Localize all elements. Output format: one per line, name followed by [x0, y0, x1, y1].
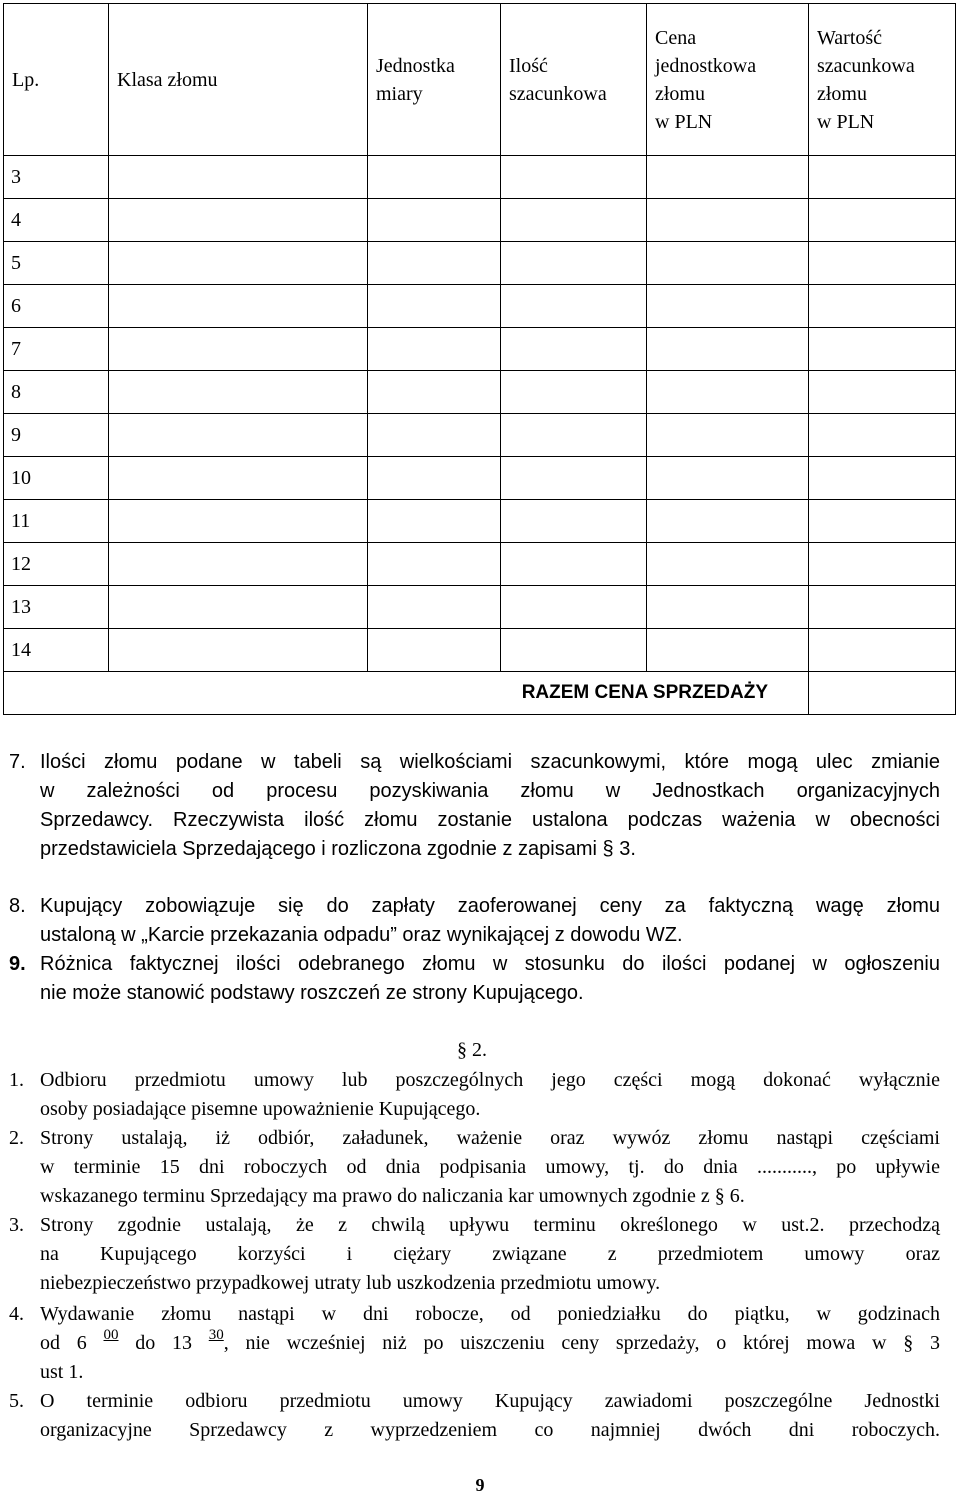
- item-number: 2.: [9, 1127, 24, 1149]
- point-7-line-1: Ilości złomu podane w tabeli są wielkościami szacunkowymi, które mogą ulec zmianie: [40, 751, 940, 773]
- item-number: 5.: [9, 1390, 24, 1412]
- item-5-line-2: organizacyjne Sprzedawcy z wyprzedzeniem co najmniej dwóch dni roboczych.: [40, 1419, 940, 1441]
- table-row: [4, 199, 956, 242]
- total-value-cell: [809, 672, 956, 715]
- point-8-line-1: Kupujący zobowiązuje się do zapłaty zaoferowanej ceny za faktyczną wagę złomu: [40, 895, 940, 917]
- row-number: 9: [4, 414, 109, 457]
- header-jednostka: Jednostka miary: [368, 4, 501, 156]
- header-klasa: Klasa złomu: [109, 4, 368, 156]
- total-label: RAZEM CENA SPRZEDAŻY: [4, 672, 809, 715]
- table-row: [4, 629, 956, 672]
- row-number: 5: [4, 242, 109, 285]
- point-9-line-2: nie może stanowić podstawy roszczeń ze strony Kupującego.: [40, 982, 584, 1004]
- row-number: 7: [4, 328, 109, 371]
- time-superscript: 30: [208, 1327, 224, 1343]
- row-number: 3: [4, 156, 109, 199]
- point-7-line-4: przedstawiciela Sprzedającego i rozliczona zgodnie z zapisami § 3.: [40, 838, 636, 860]
- point-number: 8.: [9, 895, 26, 917]
- table-row: [4, 457, 956, 500]
- table-row: [4, 371, 956, 414]
- row-number: 6: [4, 285, 109, 328]
- item-number: 4.: [9, 1303, 24, 1325]
- point-number: 7.: [9, 751, 26, 773]
- point-7-line-3: Sprzedawcy. Rzeczywista ilość złomu zostanie ustalona podczas ważenia w obecności: [40, 809, 940, 831]
- row-number: 8: [4, 371, 109, 414]
- table-row: [4, 156, 956, 199]
- header-wartosc: Wartość szacunkowa złomu w PLN: [809, 4, 956, 156]
- item-2-line-3: wskazanego terminu Sprzedający ma prawo do naliczania kar umownych zgodnie z § 6.: [40, 1185, 745, 1207]
- table-row: [4, 543, 956, 586]
- row-number: 12: [4, 543, 109, 586]
- point-number: 9.: [9, 953, 26, 975]
- table-row: [4, 285, 956, 328]
- row-number: 14: [4, 629, 109, 672]
- item-1-line-1: Odbioru przedmiotu umowy lub poszczególnych jego części mogą dokonać wyłącznie: [40, 1069, 940, 1091]
- row-number: 10: [4, 457, 109, 500]
- table-total-row: [4, 672, 956, 715]
- table-row: [4, 500, 956, 543]
- item-2-line-1: Strony ustalają, iż odbiór, załadunek, ważenie oraz wywóz złomu nastąpi częściami: [40, 1127, 940, 1149]
- section-title: § 2.: [457, 1039, 487, 1061]
- row-number: 4: [4, 199, 109, 242]
- point-7-line-2: w zależności od procesu pozyskiwania złomu w Jednostkach organizacyjnych: [40, 780, 940, 802]
- item-1-line-2: osoby posiadające pisemne upoważnienie Kupującego.: [40, 1098, 481, 1120]
- table-row: [4, 328, 956, 371]
- row-number: 13: [4, 586, 109, 629]
- header-ilosc: Ilość szacunkowa: [501, 4, 647, 156]
- page-number: 9: [475, 1475, 485, 1495]
- item-3-line-2: na Kupującego korzyści i ciężary związane z przedmiotem umowy oraz: [40, 1243, 940, 1265]
- item-3-line-3: niebezpieczeństwo przypadkowej utraty lub uszkodzenia przedmiotu umowy.: [40, 1272, 661, 1294]
- point-8-line-2: ustaloną w „Karcie przekazania odpadu” oraz wynikającej z dowodu WZ.: [40, 924, 683, 946]
- table-row: [4, 586, 956, 629]
- item-4-line-3: ust 1.: [40, 1361, 84, 1383]
- time-superscript: 00: [103, 1327, 119, 1343]
- scrap-price-table: [3, 3, 956, 715]
- table-header-row: [4, 4, 956, 156]
- item-2-line-2: w terminie 15 dni roboczych od dnia podpisania umowy, tj. do dnia ..........., po upływie: [40, 1156, 940, 1178]
- table-row: [4, 414, 956, 457]
- item-4-line-1: Wydawanie złomu nastąpi w dni robocze, od poniedziałku do piątku, w godzinach: [40, 1303, 940, 1325]
- item-3-line-1: Strony zgodnie ustalają, że z chwilą upływu terminu określonego w ust.2. przechodzą: [40, 1214, 940, 1236]
- table-row: [4, 242, 956, 285]
- item-number: 3.: [9, 1214, 24, 1236]
- item-number: 1.: [9, 1069, 24, 1091]
- item-4-line-2: od 6 $^{00}$ do 13 $^{30}$, nie wcześniej niż po uiszczeniu ceny sprzedaży, o której mowa w § 3: [40, 1327, 940, 1354]
- point-9-line-1: Różnica faktycznej ilości odebranego złomu w stosunku do ilości podanej w ogłoszeniu: [40, 953, 940, 975]
- item-5-line-1: O terminie odbioru przedmiotu umowy Kupujący zawiadomi poszczególne Jednostki: [40, 1390, 940, 1412]
- header-lp: Lp.: [4, 4, 109, 156]
- row-number: 11: [4, 500, 109, 543]
- header-cena: Cena jednostkowa złomu w PLN: [647, 4, 809, 156]
